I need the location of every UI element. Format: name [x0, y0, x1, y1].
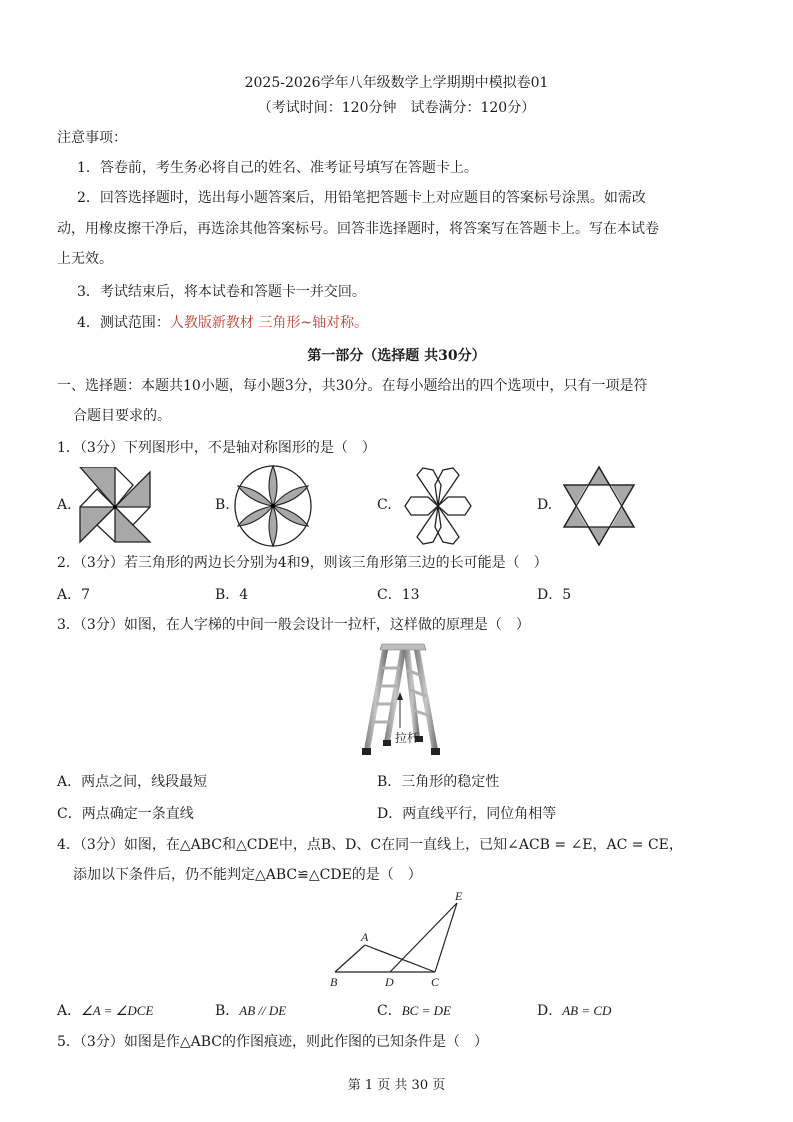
- option-1d-label: D.: [537, 497, 553, 513]
- option-3c: C．两点确定一条直线: [57, 806, 194, 822]
- question-2-stem: 2．（3分）若三角形的两边长分别为4和9，则该三角形第三边的长可能是（ ）: [57, 555, 548, 571]
- option-1b-label: B.: [215, 497, 230, 513]
- option-4c: C．BC = DE: [377, 1003, 451, 1019]
- notice-item-1: 1．答卷前，考生务必将自己的姓名、准考证号填写在答题卡上。: [77, 160, 478, 176]
- option-2a: A．7: [57, 587, 91, 603]
- question-3-stem: 3．（3分）如图，在人字梯的中间一般会设计一拉杆，这样做的原理是（ ）: [57, 617, 530, 633]
- exam-info: （考试时间：120分钟 试卷满分：120分）: [257, 100, 536, 116]
- option-4a: A．∠A = ∠DCE: [57, 1003, 154, 1019]
- question-1-stem: 1．（3分）下列图形中，不是轴对称图形的是（ ）: [57, 440, 376, 456]
- option-3a: A．两点之间，线段最短: [57, 774, 208, 790]
- question-4-stem-cont: 添加以下条件后，仍不能判定△ABC≌△CDE的是（ ）: [73, 867, 422, 883]
- page-title: 2025-2026学年八年级数学上学期期中模拟卷01: [244, 75, 549, 91]
- section-intro: 一、选择题：本题共10小题，每小题3分，共30分。在每小题给出的四个选项中，只有一项是符: [57, 378, 648, 394]
- option-3d: D．两直线平行，同位角相等: [377, 806, 557, 822]
- notice-item-2-end: 上无效。: [57, 251, 113, 267]
- star-of-david-figure: [562, 465, 636, 547]
- option-1a-label: A.: [57, 497, 72, 513]
- point-d-label: D: [385, 975, 394, 988]
- option-1c-label: C.: [377, 497, 392, 513]
- pinwheel-figure: [75, 467, 155, 547]
- notice-item-3: 3．考试结束后，将本试卷和答题卡一并交回。: [77, 284, 366, 300]
- ladder-rod-label: 拉杆: [395, 731, 420, 745]
- hexagon-star-outline-figure: [403, 465, 473, 547]
- option-2b: B．4: [215, 587, 249, 603]
- point-e-label: E: [455, 889, 463, 903]
- option-4d: D．AB = CD: [537, 1003, 612, 1019]
- option-2d: D．5: [537, 587, 572, 603]
- notice-heading: 注意事项：: [57, 130, 127, 146]
- option-3b: B．三角形的稳定性: [377, 774, 500, 790]
- notice-item-2-cont: 动，用橡皮擦干净后，再选涂其他答案标号。回答非选择题时，将答案写在答题卡上。写在本试卷: [57, 221, 659, 237]
- option-2c: C．13: [377, 587, 420, 603]
- question-5-stem: 5．（3分）如图是作△ABC的作图痕迹，则此作图的已知条件是（ ）: [57, 1034, 488, 1050]
- section-intro-cont: 合题目要求的。: [73, 408, 171, 424]
- point-b-label: B: [330, 975, 338, 988]
- point-a-label: A: [361, 930, 369, 944]
- triangle-figure: [325, 888, 475, 988]
- question-4-stem: 4．（3分）如图，在△ABC和△CDE中，点B、D、C在同一直线上，已知∠ACB = ∠E，AC = CE，: [57, 837, 683, 853]
- option-4b: B．AB // DE: [215, 1003, 287, 1019]
- scope-value: 人教版新教材 三角形~轴对称。: [169, 315, 369, 331]
- notice-item-2: 2．回答选择题时，选出每小题答案后，用铅笔把答题卡上对应题目的答案标号涂黑。如需改: [77, 190, 646, 206]
- section-title: 第一部分（选择题 共30分）: [307, 348, 486, 364]
- page-number: 第 1 页 共 30 页: [347, 1078, 446, 1093]
- notice-item-4: [77, 312, 368, 332]
- flower-circle-figure: [232, 464, 314, 548]
- scope-label: 4．测试范围：: [77, 315, 170, 331]
- point-c-label: C: [431, 975, 440, 988]
